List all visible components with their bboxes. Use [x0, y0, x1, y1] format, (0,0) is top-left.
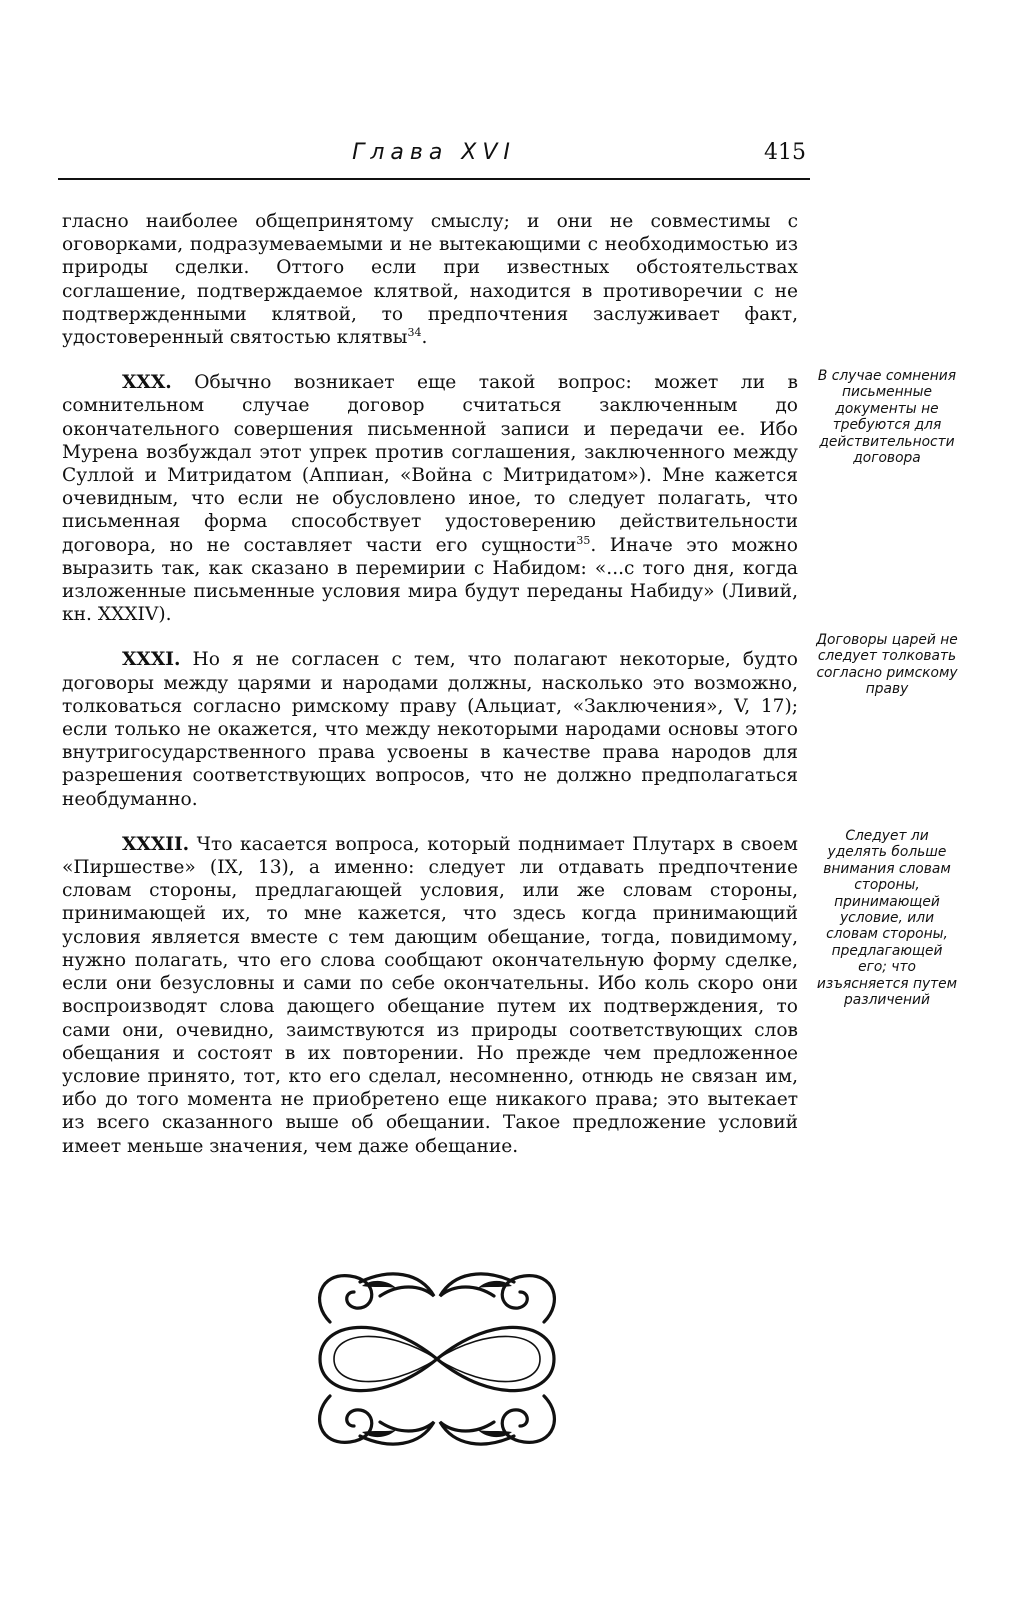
margin-note: В случае сомнения письменные документы не требуются для действительности договора — [817, 368, 957, 467]
footnote-ref: 34 — [407, 325, 422, 339]
paragraph-text: Но я не согласен с тем, что полагают некоторые, будто договоры между царями и народами должны, насколько это возможно, толковаться согласно римскому праву (Альциат, «Заключения», V, 17); если только не окажется, что между некоторыми народами основы этого внутригосударственного права усвоены в качестве права народов для разрешения соответствующих вопросов, что не должно предполагаться необдуманно. — [62, 649, 798, 810]
footnote-ref: 35 — [576, 533, 591, 547]
paragraph-text: Что касается вопроса, который поднимает Плутарх в своем «Пиршестве» (IX, 13), а именно: следует ли отдавать предпочтение словам стороны, предлагающей условия, или же словам стороны, принимающей их, то мне кажется, что здесь когда принимающий условия является вместе с тем дающим обещание, тогда, повидимому, нужно полагать, что его слова сообщают окончательную форму сделке, если они безусловны и сами по себе окончательны. Ибо коль скоро они воспроизводят слова дающего обещание путем их подтверждения, то сами они, очевидно, заимствуются из природы соответствующих слов обещания и состоят в их повторении. Но прежде чем предложенное условие принято, тот, кто его сделал, несомненно, отнюдь не связан им, ибо до того момента не приобретено еще никакого права; это вытекает из всего сказанного выше об обещании. Такое предложение условий имеет меньше значения, чем даже обещание. — [62, 833, 798, 1157]
ornament-icon — [300, 1262, 574, 1456]
section-xxxii — [62, 833, 798, 1158]
running-header — [58, 138, 810, 180]
paragraph-continuation — [62, 210, 798, 349]
paragraph-text: гласно наиболее общепринятому смыслу; и они не совместимы с оговорками, подразумеваемыми и не вытекающими с необходимостью из природы сделки. Оттого если при известных обстоятельствах соглашение, подтверждаемое клятвой, находится в противоречии с не подтвержденными клятвой, то предпочтения заслуживает факт, удостоверенный святостью клятвы — [62, 211, 798, 349]
section-xxx — [62, 371, 798, 626]
margin-note: Следует ли уделять больше внимания словам стороны, принимающей условие, или словам стороны, предлагающей его; что изъясняется путем различений — [816, 828, 958, 1009]
section-number: XXX. — [122, 372, 172, 394]
margin-note: Договоры царей не следует толковать согласно римскому праву — [816, 632, 958, 698]
paragraph-tail: . Иначе это можно выразить так, как сказано в перемирии с Набидом: «...с того дня, когда изложенные письменные условия мира будут переданы Набиду» (Ливий, кн. XXXIV). — [62, 534, 798, 626]
paragraph-tail: . — [421, 327, 428, 349]
page-number: 415 — [764, 140, 806, 165]
section-xxxi — [62, 648, 798, 810]
paragraph-text: Обычно возникает еще такой вопрос: может ли в сомнительном случае договор считаться заключенным до окончательного совершения письменной записи и передачи ее. Ибо Мурена возбуждал этот упрек против соглашения, заключенного между Суллой и Митридатом (Аппиан, «Война с Митридатом»). Мне кажется очевидным, что если не обусловлено иное, то следует полагать, что письменная форма способствует удостоверению действительности договора, но не составляет части его сущности — [62, 372, 798, 556]
section-number: XXXII. — [122, 833, 190, 855]
chapter-title: Глава XVI — [352, 140, 516, 165]
main-text — [62, 210, 798, 1158]
section-number: XXXI. — [122, 649, 181, 671]
